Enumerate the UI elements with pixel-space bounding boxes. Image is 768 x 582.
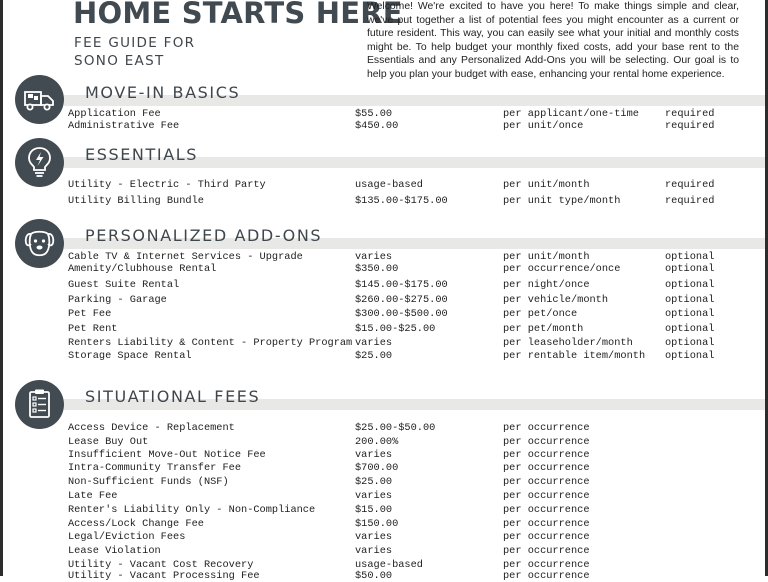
fee-unit: per occurrence <box>503 559 590 571</box>
clipboard-checklist-icon <box>15 380 64 429</box>
fee-name: Utility - Vacant Cost Recovery <box>68 559 254 571</box>
fee-amount: $700.00 <box>355 462 399 474</box>
fee-amount: $145.00-$175.00 <box>355 279 448 291</box>
fee-amount: $350.00 <box>355 263 399 275</box>
fee-name: Renters Liability & Content - Property Program <box>68 337 353 349</box>
fee-name: Lease Violation <box>68 545 161 557</box>
fee-amount: varies <box>355 337 393 349</box>
fee-amount: $25.00 <box>355 350 393 362</box>
fee-unit: per unit/month <box>503 179 590 191</box>
fee-name: Storage Space Rental <box>68 350 192 362</box>
fee-unit: per occurrence <box>503 490 590 502</box>
fee-name: Administrative Fee <box>68 120 180 132</box>
fee-amount: usage-based <box>355 559 423 571</box>
fee-amount: $50.00 <box>355 570 393 582</box>
fee-unit: per night/once <box>503 279 590 291</box>
dog-icon <box>15 219 64 268</box>
fee-requirement: required <box>665 108 715 120</box>
fee-unit: per unit/month <box>503 251 590 263</box>
page-subtitle-line1: FEE GUIDE FOR <box>74 35 196 51</box>
fee-requirement: optional <box>665 337 715 349</box>
fee-unit: per occurrence <box>503 518 590 530</box>
fee-name: Access/Lock Change Fee <box>68 518 204 530</box>
fee-name: Late Fee <box>68 490 118 502</box>
fee-amount: usage-based <box>355 179 423 191</box>
intro-paragraph: Welcome! We're excited to have you here! To make things simple and clear, we've put together a list of potential fees you might encounter as a current or future resident. This way, you can easily see what your initial and monthly costs might be. To help budget your monthly fixed costs, add your base rent to the Essentials and any Personalized Add-Ons you will be selecting. Our goal is to help you plan your budget with ease, enhancing your rental home experience. <box>367 1 739 80</box>
fee-unit: per rentable item/month <box>503 350 646 362</box>
fee-requirement: optional <box>665 279 715 291</box>
page-edge-left <box>0 0 3 576</box>
lightbulb-icon <box>15 138 64 187</box>
page-subtitle-line2: SONO EAST <box>74 53 165 69</box>
fee-unit: per occurrence <box>503 504 590 516</box>
moving-truck-icon <box>15 75 64 124</box>
fee-amount: $15.00 <box>355 504 393 516</box>
section-title-move-in-basics: MOVE-IN BASICS <box>85 83 241 102</box>
fee-unit: per pet/month <box>503 323 584 335</box>
fee-requirement: optional <box>665 308 715 320</box>
fee-amount: 200.00% <box>355 436 399 448</box>
fee-name: Utility Billing Bundle <box>68 195 204 207</box>
section-title-essentials: ESSENTIALS <box>85 145 199 164</box>
fee-requirement: required <box>665 179 715 191</box>
fee-name: Non-Sufficient Funds (NSF) <box>68 476 229 488</box>
fee-name: Insufficient Move-Out Notice Fee <box>68 449 266 461</box>
fee-unit: per occurrence <box>503 570 590 582</box>
page-title: HOME STARTS HERE <box>73 0 403 30</box>
fee-unit: per occurrence <box>503 545 590 557</box>
fee-unit: per occurrence <box>503 476 590 488</box>
fee-requirement: optional <box>665 263 715 275</box>
fee-name: Cable TV & Internet Services - Upgrade <box>68 251 303 263</box>
fee-requirement: optional <box>665 294 715 306</box>
fee-requirement: optional <box>665 323 715 335</box>
fee-amount: $135.00-$175.00 <box>355 195 448 207</box>
fee-name: Guest Suite Rental <box>68 279 180 291</box>
fee-name: Legal/Eviction Fees <box>68 531 186 543</box>
fee-unit: per pet/once <box>503 308 578 320</box>
fee-unit: per vehicle/month <box>503 294 609 306</box>
fee-unit: per occurrence <box>503 462 590 474</box>
fee-unit: per occurrence/once <box>503 263 621 275</box>
fee-amount: varies <box>355 449 393 461</box>
fee-requirement: optional <box>665 251 715 263</box>
fee-amount: $55.00 <box>355 108 393 120</box>
fee-unit: per applicant/one-time <box>503 108 639 120</box>
fee-amount: $15.00-$25.00 <box>355 323 436 335</box>
section-title-personalized-add-ons: PERSONALIZED ADD-ONS <box>85 226 323 245</box>
fee-name: Utility - Vacant Processing Fee <box>68 570 260 582</box>
fee-name: Intra-Community Transfer Fee <box>68 462 242 474</box>
fee-requirement: required <box>665 195 715 207</box>
fee-name: Pet Rent <box>68 323 118 335</box>
fee-unit: per unit type/month <box>503 195 621 207</box>
fee-amount: $150.00 <box>355 518 399 530</box>
fee-amount: varies <box>355 545 393 557</box>
fee-name: Renter's Liability Only - Non-Compliance <box>68 504 316 516</box>
fee-unit: per occurrence <box>503 449 590 461</box>
fee-name: Utility - Electric - Third Party <box>68 179 266 191</box>
fee-name: Lease Buy Out <box>68 436 149 448</box>
fee-amount: varies <box>355 490 393 502</box>
fee-amount: varies <box>355 251 393 263</box>
fee-name: Amenity/Clubhouse Rental <box>68 263 217 275</box>
fee-amount: $25.00 <box>355 476 393 488</box>
fee-unit: per occurrence <box>503 531 590 543</box>
fee-unit: per occurrence <box>503 436 590 448</box>
fee-name: Application Fee <box>68 108 161 120</box>
fee-requirement: optional <box>665 350 715 362</box>
fee-requirement: required <box>665 120 715 132</box>
fee-amount: varies <box>355 531 393 543</box>
fee-amount: $300.00-$500.00 <box>355 308 448 320</box>
fee-unit: per unit/once <box>503 120 584 132</box>
fee-unit: per leaseholder/month <box>503 337 633 349</box>
fee-name: Parking - Garage <box>68 294 167 306</box>
fee-name: Pet Fee <box>68 308 112 320</box>
section-title-situational-fees: SITUATIONAL FEES <box>85 387 261 406</box>
fee-amount: $450.00 <box>355 120 399 132</box>
fee-amount: $260.00-$275.00 <box>355 294 448 306</box>
fee-amount: $25.00-$50.00 <box>355 422 436 434</box>
fee-name: Access Device - Replacement <box>68 422 235 434</box>
fee-unit: per occurrence <box>503 422 590 434</box>
